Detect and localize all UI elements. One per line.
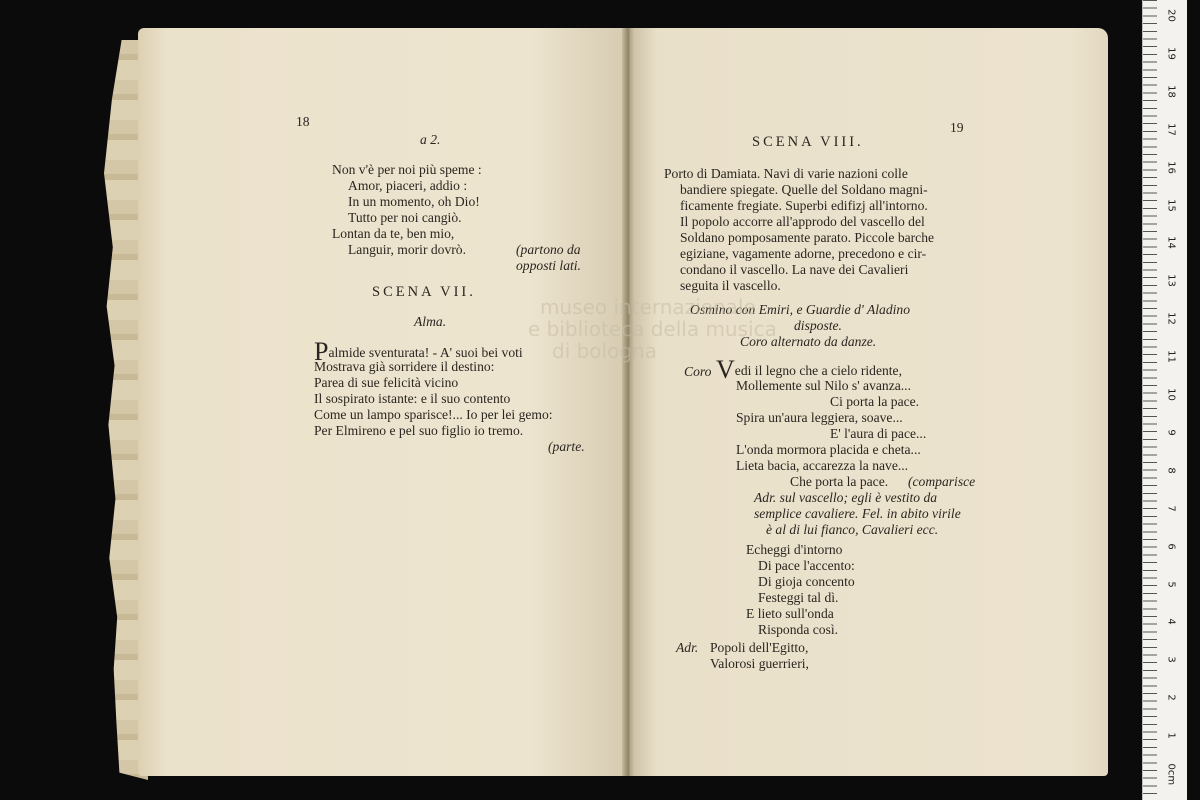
- ruler-label: 13: [1165, 274, 1177, 288]
- watermark-line: e biblioteca della musica: [528, 317, 777, 341]
- chorus-line: Ci porta la pace.: [830, 394, 920, 409]
- ruler-label: 6: [1165, 542, 1177, 550]
- cast-line: disposte.: [794, 318, 842, 333]
- chorus-first-line: edi il legno che a cielo ridente,: [734, 363, 902, 378]
- speech-line: Per Elmireno e pel suo figlio io tremo.: [314, 423, 524, 438]
- ruler-label: 1: [1165, 732, 1177, 739]
- ruler-label: 20: [1165, 9, 1177, 22]
- ruler-label: 8: [1165, 467, 1177, 474]
- chorus-line: Mollemente sul Nilo s' avanza...: [736, 378, 911, 393]
- speech-line: Il sospirato istante: e il suo contento: [314, 391, 511, 406]
- setting-line: ficamente fregiate. Superbi edifizj all'intorno.: [680, 198, 928, 213]
- ruler-label: 12: [1165, 312, 1177, 326]
- ruler-label: 14: [1165, 236, 1177, 250]
- speech-line: Parea di sue felicità vicino: [314, 375, 459, 390]
- exit-direction: (parte.: [548, 439, 585, 454]
- cast-line: Osmino con Emiri, e Guardie d' Aladino: [690, 302, 911, 317]
- page-number: 18: [296, 114, 310, 129]
- verse-line: Valorosi guerrieri,: [710, 656, 809, 671]
- chorus-line: Che porta la pace.: [790, 474, 889, 489]
- page-header: a 2.: [420, 132, 441, 147]
- verse-line: In un momento, oh Dio!: [348, 194, 480, 209]
- verse-line: Lontan da te, ben mio,: [332, 226, 455, 241]
- left-page: [138, 28, 628, 776]
- stage-direction: Adr. sul vascello; egli è vestito da: [754, 490, 938, 505]
- setting-line: condano il vascello. La nave dei Cavalieri: [680, 262, 909, 277]
- verse-line: Di pace l'accento:: [758, 558, 855, 573]
- stage-direction: opposti lati.: [516, 258, 581, 273]
- verse-line: Echeggi d'intorno: [746, 542, 843, 557]
- stage-direction: (comparisce: [908, 474, 976, 489]
- setting-line: Il popolo accorre all'approdo del vascello del: [680, 214, 925, 229]
- ruler-label: 5: [1165, 580, 1177, 588]
- drop-cap: V: [716, 355, 735, 384]
- setting-line: Porto di Damiata. Navi di varie nazioni colle: [664, 166, 908, 181]
- page-number: 19: [950, 120, 964, 135]
- ruler-label: 0cm: [1165, 763, 1177, 786]
- ruler-label: 10: [1165, 388, 1177, 401]
- scene-title: SCENA VIII.: [752, 134, 864, 150]
- stage-direction: semplice cavaliere. Fel. in abito virile: [754, 506, 961, 521]
- watermark-line: museo internazionale: [540, 295, 756, 319]
- verse-line: Languir, morir dovrò.: [348, 242, 466, 257]
- speaker-label: Coro: [684, 364, 712, 379]
- ruler-label: 15: [1165, 198, 1177, 212]
- ruler-ticks: [1143, 0, 1157, 800]
- measurement-ruler: [1142, 0, 1187, 800]
- chorus-line: Lieta bacia, accarezza la nave...: [736, 458, 909, 473]
- setting-line: Soldano pomposamente parato. Piccole barche: [680, 230, 935, 245]
- speech-line: Mostrava già sorridere il destino:: [314, 359, 495, 374]
- verse-line: Di gioja concento: [758, 574, 855, 589]
- ruler-label: 19: [1165, 47, 1177, 60]
- ruler-label: 3: [1165, 656, 1177, 663]
- verse-line: Festeggi tal dì.: [758, 590, 839, 605]
- ruler-label: 9: [1165, 429, 1177, 436]
- watermark-line: di bologna: [552, 339, 657, 363]
- chorus-line: Spira un'aura leggiera, soave...: [736, 410, 903, 425]
- setting-line: egiziane, vagamente adorne, precedono e cir-: [680, 246, 927, 261]
- drop-cap: P: [314, 337, 329, 366]
- ruler-label: 7: [1165, 505, 1177, 512]
- chorus-line: L'onda mormora placida e cheta...: [736, 442, 921, 457]
- speech-first-line: almide sventurata! - A' suoi bei voti: [328, 345, 523, 360]
- ruler-label: 17: [1165, 122, 1177, 136]
- verse-line: Amor, piaceri, addio :: [348, 178, 468, 193]
- character-name: Alma.: [414, 314, 447, 329]
- setting-line: seguita il vascello.: [680, 278, 781, 293]
- ruler-label: 4: [1165, 618, 1177, 626]
- stage-direction: (partono da: [516, 242, 581, 257]
- verse-line: Non v'è per noi più speme :: [332, 162, 482, 177]
- chorus-line: [716, 355, 902, 384]
- ruler-label: 16: [1165, 160, 1177, 174]
- ruler-label: 2: [1165, 694, 1177, 701]
- chorus-line: E' l'aura di pace...: [830, 426, 927, 441]
- speech-line: Come un lampo sparisce!... Io per lei gemo:: [314, 407, 553, 422]
- cast-line: Coro alternato da danze.: [740, 334, 877, 349]
- ruler-label: 11: [1165, 350, 1177, 363]
- verse-line: E lieto sull'onda: [746, 606, 834, 621]
- setting-line: bandiere spiegate. Quelle del Soldano magni-: [680, 182, 928, 197]
- speaker-label: Adr.: [676, 640, 699, 655]
- scene-title: SCENA VII.: [372, 284, 476, 300]
- verse-line: Popoli dell'Egitto,: [710, 640, 809, 655]
- ruler-label: 18: [1165, 84, 1177, 98]
- library-watermark: [440, 296, 777, 362]
- verse-line: Tutto per noi cangiò.: [348, 210, 462, 225]
- right-page: [634, 28, 1108, 776]
- stage-direction: è al di lui fianco, Cavalieri ecc.: [766, 522, 939, 537]
- verse-line: Risponda così.: [758, 622, 839, 637]
